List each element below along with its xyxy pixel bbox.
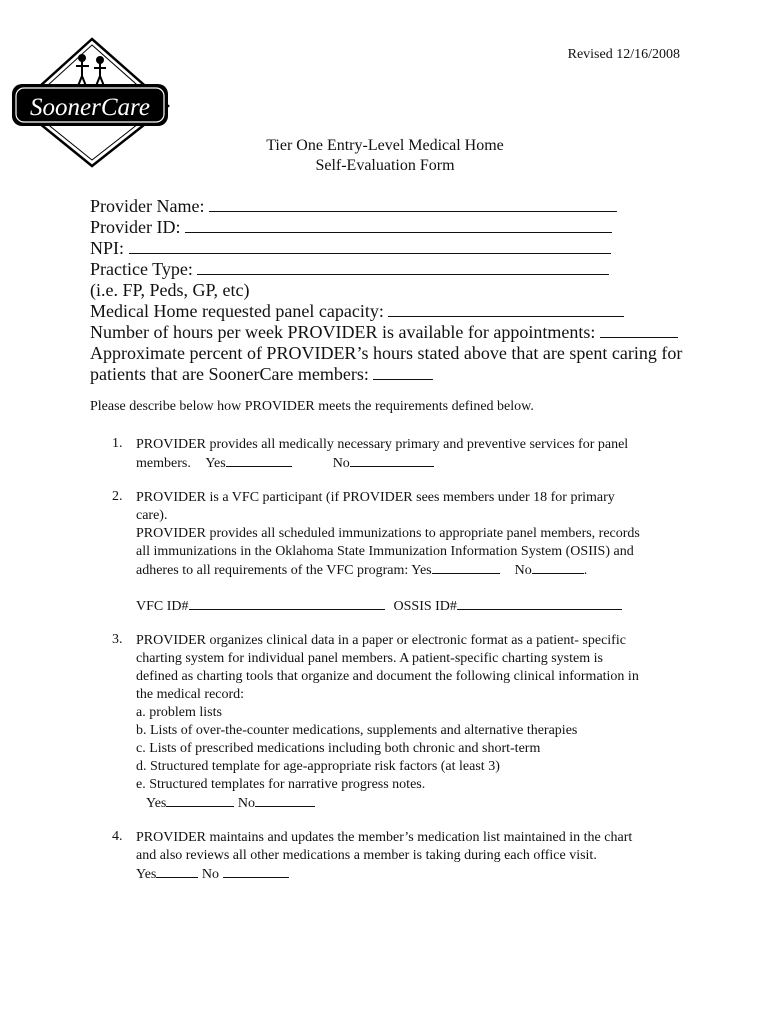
item-1-answer-row	[136, 454, 434, 473]
item-2-line3: PROVIDER provides all scheduled immunizations to appropriate panel members, records	[136, 526, 640, 541]
item-4-no-blank[interactable]	[223, 865, 289, 878]
item-2-id-row	[136, 597, 622, 616]
panel-capacity-label: Medical Home requested panel capacity:	[90, 301, 384, 321]
revised-date: Revised 12/16/2008	[567, 47, 680, 62]
npi-blank[interactable]	[129, 238, 611, 254]
form-title-line1: Tier One Entry-Level Medical Home	[266, 137, 504, 154]
item-3-no-blank[interactable]	[255, 794, 315, 807]
item-3-line2: charting system for individual panel members. A patient-specific charting system is	[136, 651, 603, 666]
npi-label: NPI:	[90, 238, 125, 258]
item-4-line1: PROVIDER maintains and updates the member’s medication list maintained in the chart	[136, 830, 633, 845]
item-3-line4: the medical record:	[136, 687, 245, 702]
percent-field[interactable]	[90, 364, 433, 385]
hours-per-week-blank[interactable]	[600, 322, 678, 338]
item-3-sub-a: a. problem lists	[136, 705, 222, 720]
item-3-sub-e: e. Structured templates for narrative progress notes.	[136, 777, 426, 792]
percent-label-line2: patients that are SoonerCare members:	[90, 364, 369, 384]
item-3-yes-blank[interactable]	[166, 794, 234, 807]
item-2-line4: all immunizations in the Oklahoma State Immunization Information System (OSIIS) and	[136, 544, 634, 559]
item-4-yes-blank[interactable]	[156, 865, 198, 878]
item-2-line2: care).	[136, 508, 168, 523]
item-1-yes-blank[interactable]	[226, 454, 292, 467]
provider-name-label: Provider Name:	[90, 196, 205, 216]
item-3-line3: defined as charting tools that organize and document the following clinical information in	[136, 669, 639, 684]
panel-capacity-field[interactable]	[90, 301, 624, 322]
item-3-sub-b: b. Lists of over-the-counter medications, supplements and alternative therapies	[136, 723, 578, 738]
item-1-line1: PROVIDER provides all medically necessary primary and preventive services for panel	[136, 437, 629, 452]
item-4-line2: and also reviews all other medications a member is taking during each office visit.	[136, 848, 597, 863]
practice-type-field[interactable]	[90, 259, 609, 280]
percent-label-line1: Approximate percent of PROVIDER’s hours stated above that are spent caring for	[90, 343, 683, 363]
item-3-sub-d: d. Structured template for age-appropriate risk factors (at least 3)	[136, 759, 500, 774]
provider-name-blank[interactable]	[209, 196, 617, 212]
percent-blank[interactable]	[373, 364, 433, 380]
item-2-line5: adheres to all requirements of the VFC program: Yes	[136, 563, 432, 578]
item-2-number: 2.	[112, 489, 123, 504]
item-3-line1: PROVIDER organizes clinical data in a paper or electronic format as a patient- specific	[136, 633, 626, 648]
npi-field[interactable]	[90, 238, 611, 259]
item-2-line1: PROVIDER is a VFC participant (if PROVIDER sees members under 18 for primary	[136, 490, 615, 505]
provider-name-field[interactable]	[90, 196, 617, 217]
provider-id-blank[interactable]	[185, 217, 612, 233]
form-title-line2: Self-Evaluation Form	[315, 157, 455, 174]
item-1-no-label: No	[332, 456, 350, 471]
ossis-id-label: OSSIS ID#	[393, 599, 457, 614]
practice-type-blank[interactable]	[197, 259, 609, 275]
practice-type-hint: (i.e. FP, Peds, GP, etc)	[90, 280, 250, 300]
svg-text:SoonerCare: SoonerCare	[30, 94, 150, 121]
item-4-yes-label: Yes	[136, 867, 157, 882]
instructions-text: Please describe below how PROVIDER meets the requirements defined below.	[90, 399, 534, 414]
hours-per-week-field[interactable]	[90, 322, 678, 343]
item-1-line2: members.	[136, 456, 191, 471]
item-3-yes-label: Yes	[146, 796, 167, 811]
item-1-no-blank[interactable]	[350, 454, 434, 467]
item-3-number: 3.	[112, 632, 123, 647]
vfc-id-blank[interactable]	[189, 597, 385, 610]
panel-capacity-blank[interactable]	[388, 301, 624, 317]
hours-per-week-label: Number of hours per week PROVIDER is available for appointments:	[90, 322, 596, 342]
item-2-no-label: No	[514, 563, 532, 578]
item-4-number: 4.	[112, 829, 123, 844]
ossis-id-blank[interactable]	[457, 597, 622, 610]
item-3-answer-row	[146, 794, 315, 813]
item-2-no-blank[interactable]	[532, 561, 584, 574]
vfc-id-label: VFC ID#	[136, 599, 189, 614]
provider-id-field[interactable]	[90, 217, 612, 238]
item-4-no-label: No	[201, 867, 219, 882]
practice-type-label: Practice Type:	[90, 259, 193, 279]
item-3-sub-c: c. Lists of prescribed medications including both chronic and short-term	[136, 741, 541, 756]
item-4-answer-row	[136, 865, 289, 884]
item-3-no-label: No	[237, 796, 255, 811]
provider-id-label: Provider ID:	[90, 217, 181, 237]
item-1-number: 1.	[112, 436, 123, 451]
item-1-yes-label: Yes	[205, 456, 226, 471]
item-2-period: .	[583, 563, 588, 578]
item-2-answer-row	[136, 561, 587, 580]
item-2-yes-blank[interactable]	[432, 561, 500, 574]
